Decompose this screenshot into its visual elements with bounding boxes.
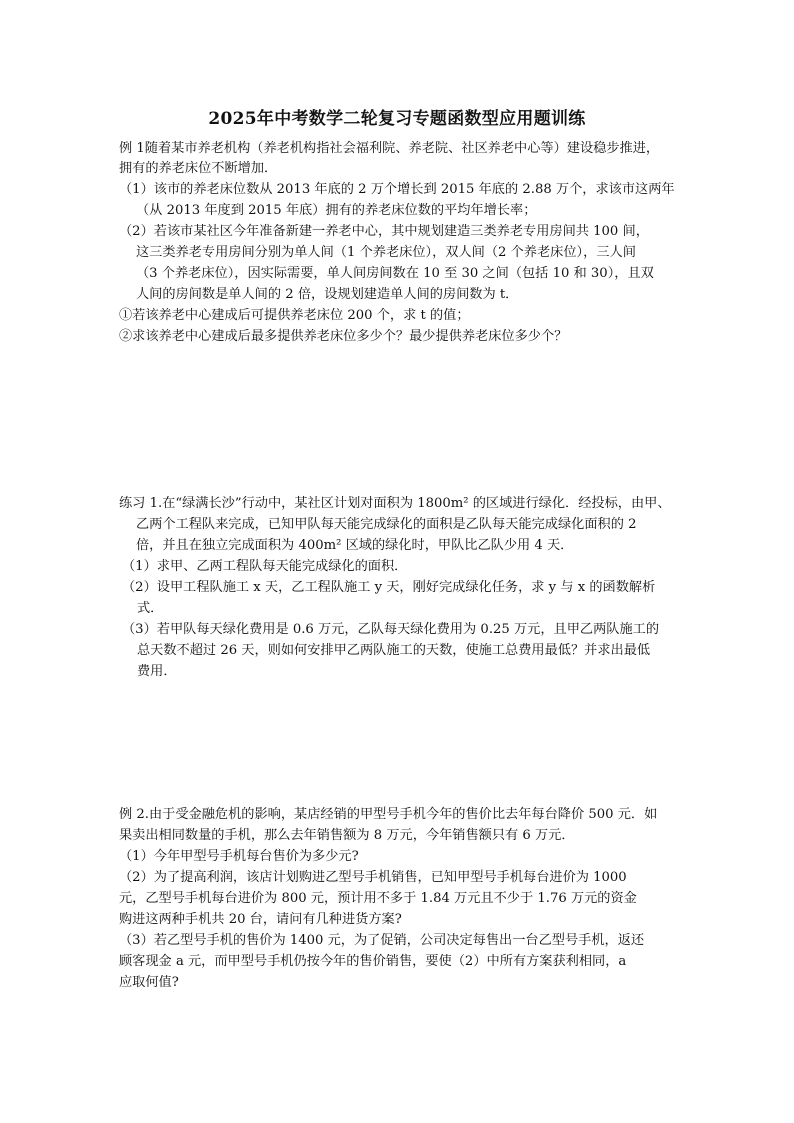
practice-1-line: （1）求甲、乙两工程队每天能完成绿化的面积． xyxy=(122,559,408,574)
example-1-line: ②求该养老中心建成后最多提供养老床位多少个？最少提供养老床位多少个？ xyxy=(119,329,568,344)
example-2-line: （1）今年甲型号手机每台售价为多少元? xyxy=(119,849,359,864)
example-1-line: （2）若该市某社区今年准备新建一养老中心，其中规划建造三类养老专用房间共 100 间， xyxy=(119,224,649,239)
example-2-line: 例 2.由于受金融危机的影响，某店经销的甲型号手机今年的售价比去年每台降价 500 元．如 xyxy=(119,807,658,822)
example-1-line: 人间的房间数是单人间的 2 倍，设规划建造单人间的房间数为 t． xyxy=(136,287,519,302)
example-1-line: （从 2013 年度到 2015 年底）拥有的养老床位数的平均年增长率； xyxy=(136,203,537,218)
example-2-line: 购进这两种手机共 20 台，请问有几种进货方案? xyxy=(119,912,402,927)
practice-1-line: （2）设甲工程队施工 x 天，乙工程队施工 y 天，刚好完成绿化任务，求 y 与 x 的函数解析 xyxy=(122,580,656,595)
example-2-line: 果卖出相同数量的手机，那么去年销售额为 8 万元，今年销售额只有 6 万元． xyxy=(119,828,575,843)
practice-1-line: 练习 1.在“绿满长沙”行动中，某社区计划对面积为 1800m² 的区域进行绿化．经投标，由甲、 xyxy=(119,496,671,511)
example-2-line: （2）为了提高利润，该店计划购进乙型号手机销售，已知甲型号手机每台进价为 1000 xyxy=(119,870,627,885)
example-1-line: （3 个养老床位），因实际需要，单人间房间数在 10 至 30 之间（包括 10 和 30），且双 xyxy=(136,266,654,281)
example-1-line: 这三类养老专用房间分别为单人间（1 个养老床位），双人间（2 个养老床位），三人间 xyxy=(136,245,636,260)
example-1-line: 例 1随着某市养老机构（养老机构指社会福利院、养老院、社区养老中心等）建设稳步推进， xyxy=(119,141,660,156)
practice-1-line: 乙两个工程队来完成，已知甲队每天能完成绿化的面积是乙队每天能完成绿化面积的 2 xyxy=(136,517,637,532)
practice-1-line: 总天数不超过 26 天，则如何安排甲乙两队施工的天数，使施工总费用最低？并求出最低 xyxy=(137,643,651,658)
practice-1-line: 式． xyxy=(137,601,164,616)
practice-1-line: 费用． xyxy=(137,664,177,679)
practice-1-line: 倍，并且在独立完成面积为 400m² 区域的绿化时，甲队比乙队少用 4 天． xyxy=(136,538,574,553)
example-2-line: 顾客现金 a 元，而甲型号手机仍按今年的售价销售，要使（2）中所有方案获利相同，a xyxy=(119,954,627,969)
example-1-line: ①若该养老中心建成后可提供养老床位 200 个，求 t 的值； xyxy=(119,308,470,323)
example-1-line: 拥有的养老床位不断增加． xyxy=(119,161,278,176)
example-1-line: （1）该市的养老床位数从 2013 年底的 2 万个增长到 2015 年底的 2.88 万个，求该市这两年 xyxy=(119,182,675,197)
example-2-line: 元，乙型号手机每台进价为 800 元，预计用不多于 1.84 万元且不少于 1.76 万元的资金 xyxy=(119,891,637,906)
example-2-line: （3）若乙型号手机的售价为 1400 元，为了促销，公司决定每售出一台乙型号手机，返还 xyxy=(119,933,645,948)
practice-1-line: （3）若甲队每天绿化费用是 0.6 万元，乙队每天绿化费用为 0.25 万元，且甲乙两队施工的 xyxy=(122,622,660,637)
document-title: 2025年中考数学二轮复习专题函数型应用题训练 xyxy=(208,109,586,129)
example-2-line: 应取何值? xyxy=(119,975,179,990)
